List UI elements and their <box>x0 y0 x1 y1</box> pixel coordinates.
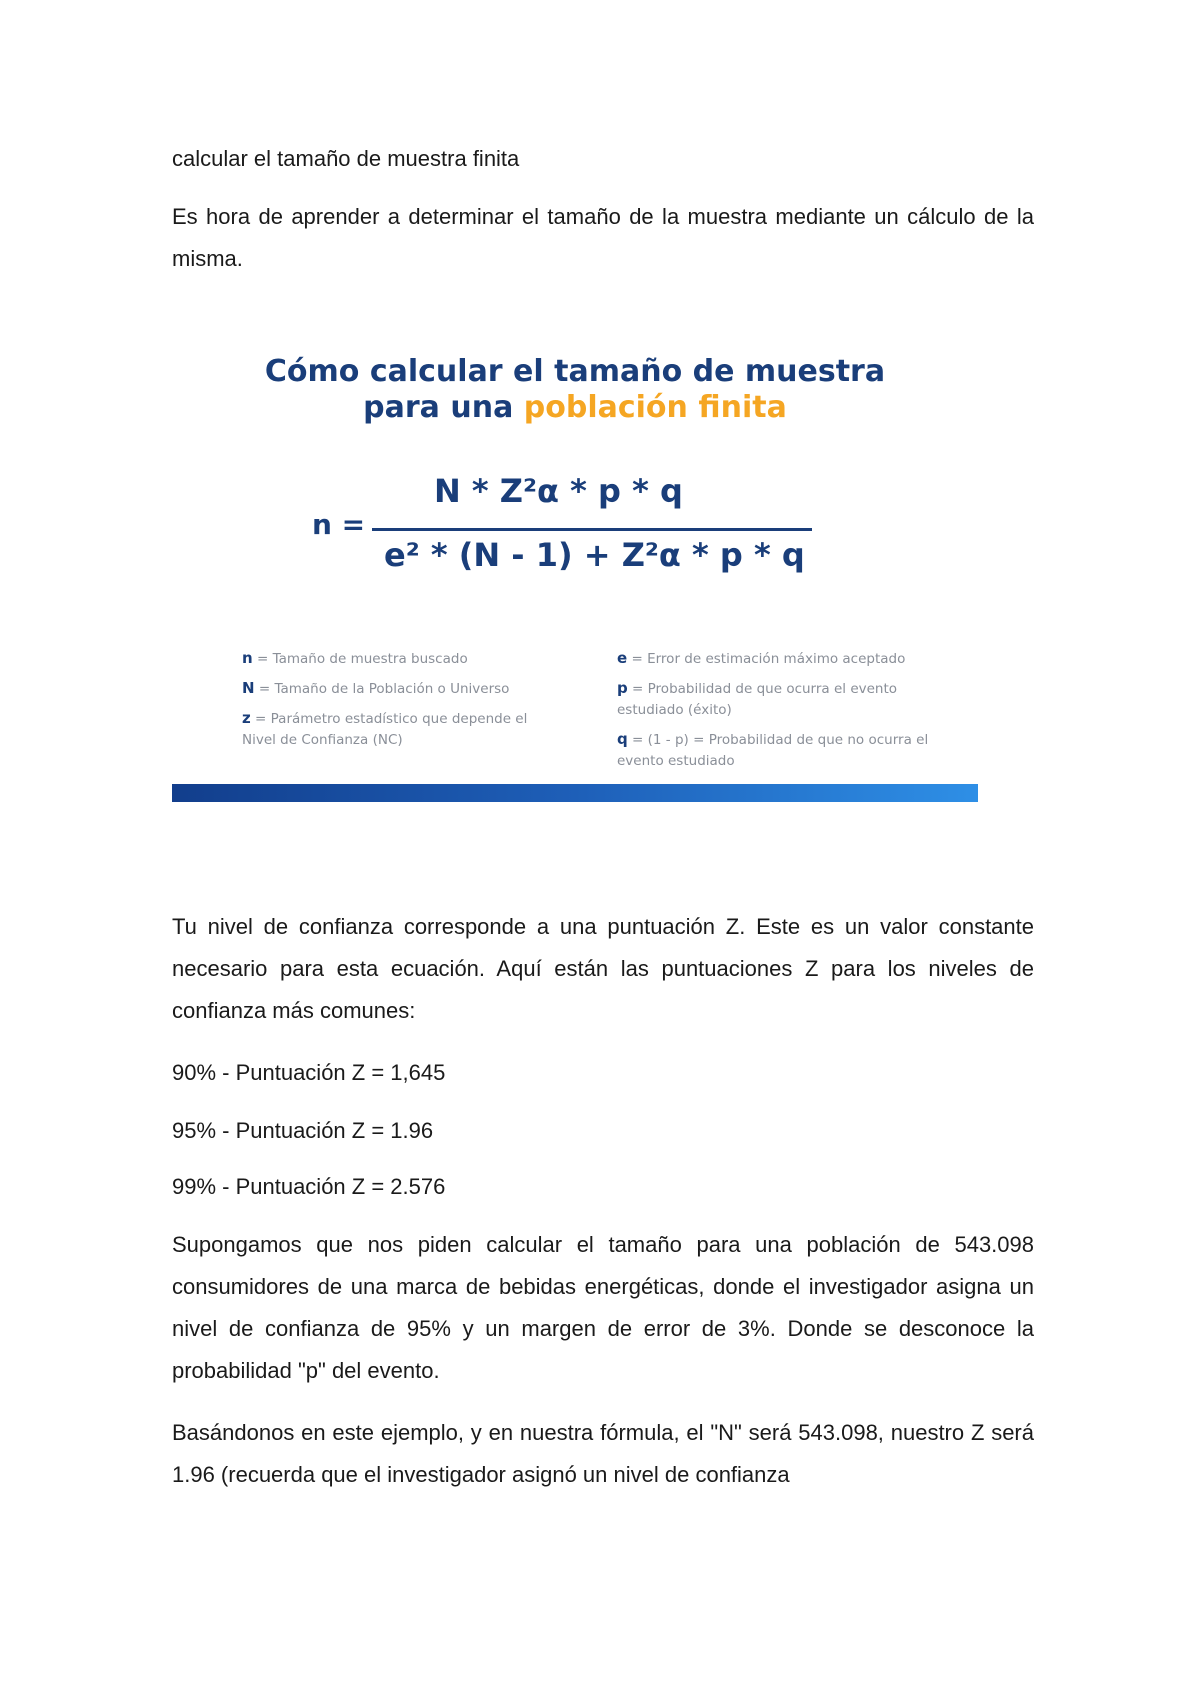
infographic-title-line1: Cómo calcular el tamaño de muestra <box>264 354 886 389</box>
example-paragraph: Supongamos que nos piden calcular el tamaño para una población de 543.098 consumidores de una marca de bebidas energéticas, donde el investigador asigna un nivel de confianza de 95% y un margen de error de 3%. Donde se desconoce la probabilidad "p" del evento. <box>172 1232 1034 1383</box>
legend-item-q: q = (1 - p) = Probabilidad de que no ocurra el evento estudiado <box>617 730 929 769</box>
legend-item-n: n = Tamaño de muestra buscado <box>242 649 468 667</box>
legend-item-e: e = Error de estimación máximo aceptado <box>617 649 906 667</box>
title-accent: población finita <box>523 390 787 425</box>
fraction-line <box>372 528 812 531</box>
sample-size-infographic <box>172 340 978 804</box>
z-score-paragraph: Tu nivel de confianza corresponde a una puntuación Z. Este es un valor constante necesario para esta ecuación. Aquí están las puntuaciones Z para los niveles de confianza más comunes: <box>172 914 1034 1023</box>
z-list-item-90: 90% - Puntuación Z = 1,645 <box>172 1060 446 1085</box>
title-prefix: para una <box>363 390 524 425</box>
infographic-title-line2 <box>172 390 978 426</box>
intro-paragraph: Es hora de aprender a determinar el tamaño de la muestra mediante un cálculo de la misma. <box>172 204 1034 271</box>
z-list-item-95: 95% - Puntuación Z = 1.96 <box>172 1118 434 1143</box>
legend-right <box>617 648 947 772</box>
formula-denominator: e² * (N - 1) + Z²α * p * q <box>384 536 805 574</box>
based-on-example-paragraph: Basándonos en este ejemplo, y en nuestra fórmula, el "N" será 543.098, nuestro Z será 1.96 (recuerda que el investigador asignó un nivel de confianza <box>172 1420 1034 1487</box>
formula-lhs: n = <box>312 508 366 541</box>
legend-item-z: z = Parámetro estadístico que depende el Nivel de Confianza (NC) <box>242 709 528 748</box>
legend-item-N: N = Tamaño de la Población o Universo <box>242 679 510 697</box>
formula-numerator: N * Z²α * p * q <box>434 472 683 510</box>
document-heading: calcular el tamaño de muestra finita <box>172 146 520 171</box>
legend-item-p: p = Probabilidad de que ocurra el evento estudiado (éxito) <box>617 679 898 718</box>
infographic-footer-bar <box>172 784 978 802</box>
z-list-item-99: 99% - Puntuación Z = 2.576 <box>172 1174 446 1199</box>
legend-left <box>242 648 542 751</box>
